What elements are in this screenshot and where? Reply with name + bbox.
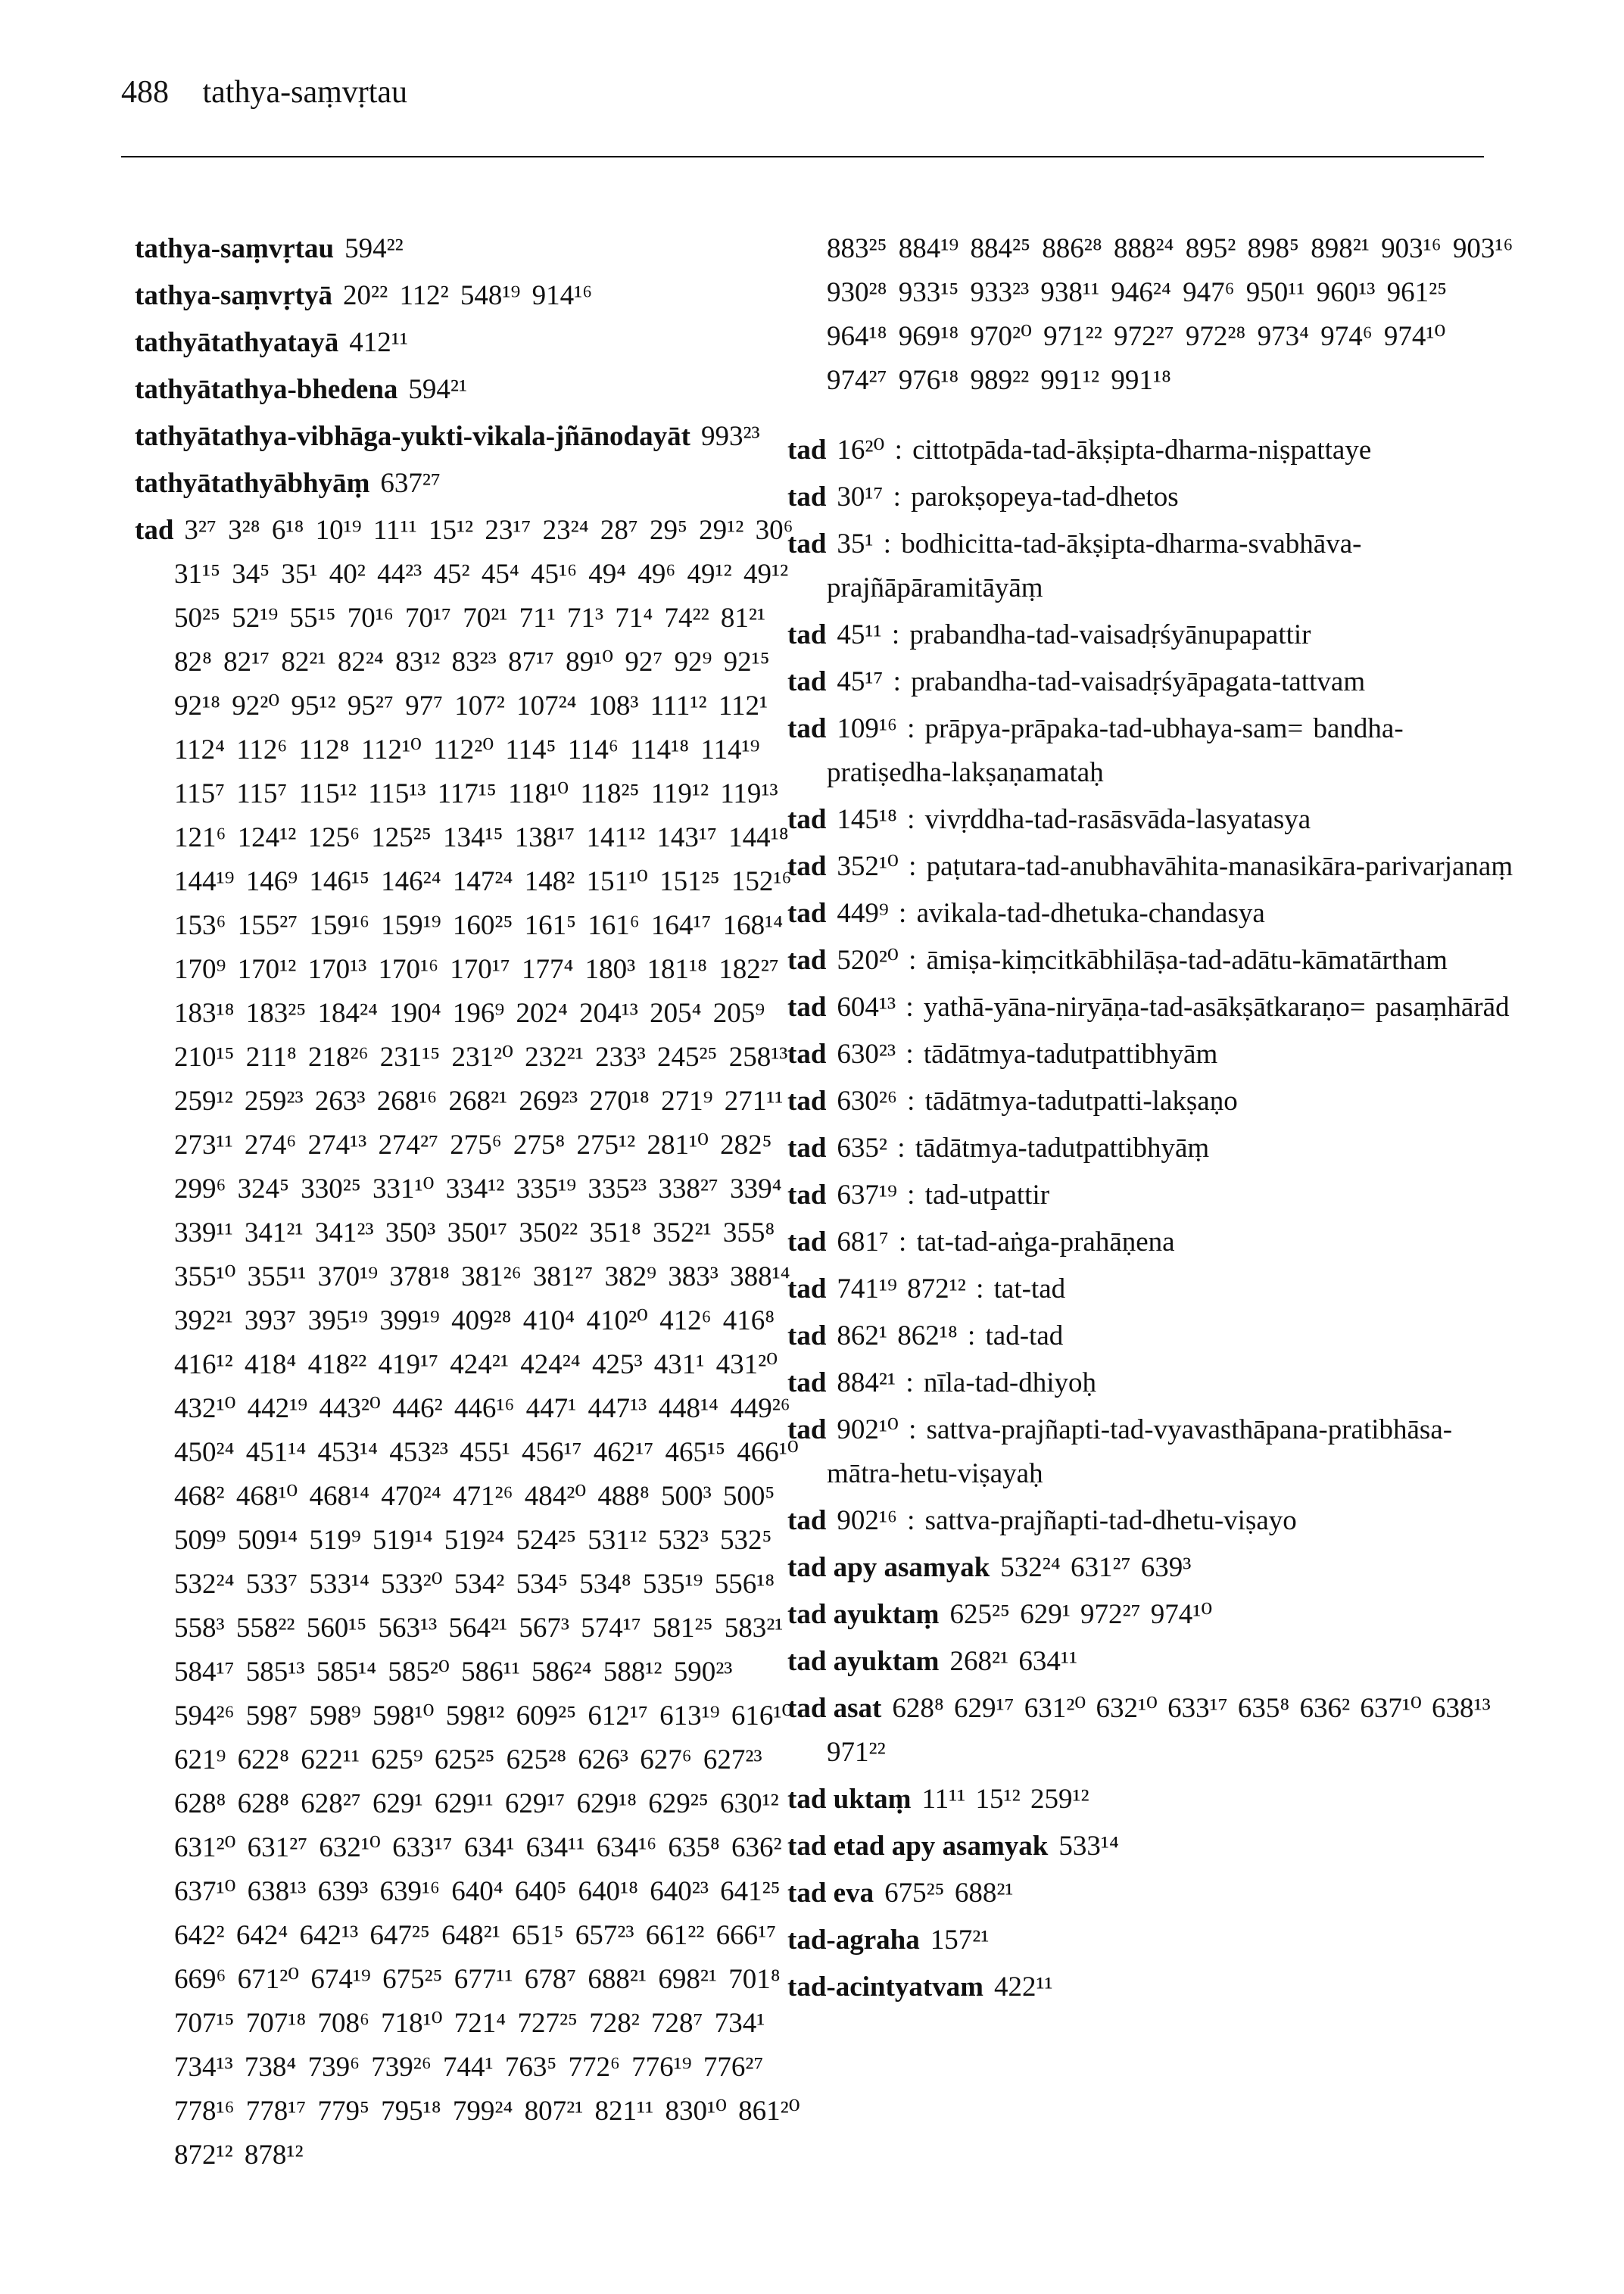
entry-text: 741¹⁹ 872¹² : tat-tad (837, 1273, 1066, 1304)
entry-headword: tad (787, 992, 827, 1023)
index-entry (787, 892, 1514, 936)
index-entry (787, 1872, 1514, 1915)
entry-text: 11¹¹ 15¹² 259¹² (921, 1784, 1089, 1815)
entry-headword: tathya-saṃvṛtyā (135, 280, 333, 311)
index-entry (787, 1361, 1514, 1405)
entry-text: 628⁸ 629¹⁷ 631²⁰ 632¹⁰ 633¹⁷ 635⁸ 636² 637¹⁰ 638¹³ 971²² (827, 1693, 1491, 1768)
index-entry (787, 1080, 1514, 1124)
entry-headword: tad (787, 713, 827, 744)
entry-text: 30¹⁷ : parokṣopeya-tad-dhetos (837, 482, 1179, 513)
entry-text: 157²¹ (930, 1925, 990, 1956)
entry-text: 625²⁵ 629¹ 972²⁷ 974¹⁰ (949, 1599, 1213, 1630)
entry-headword: tad (787, 1180, 827, 1211)
entry-text: 884²¹ : nīla-tad-dhiyoḥ (837, 1367, 1096, 1398)
continued-references: 883²⁵ 884¹⁹ 884²⁵ 886²⁸ 888²⁴ 895² 898⁵ 898²¹ 903¹⁶ 903¹⁶ 930²⁸ 933¹⁵ 933²³ 938¹¹ 946²⁴ 947⁶ 950¹¹ 960¹³ 961²⁵ 964¹⁸ 969¹⁸ 970²⁰ 971²² 972²⁷ 972²⁸ 973⁴ 974⁶ 974¹⁰ 974²⁷ 976¹⁸ 989²² 991¹² 991¹⁸ (827, 233, 1513, 396)
index-entry (787, 613, 1514, 657)
index-entry (787, 1918, 1514, 1962)
entry-text: 675²⁵ 688²¹ (884, 1878, 1014, 1909)
entry-text: 862¹ 862¹⁸ : tad-tad (837, 1320, 1064, 1351)
entry-headword: tad (787, 1505, 827, 1536)
index-entry (787, 1499, 1514, 1543)
entry-headword: tad uktaṃ (787, 1784, 912, 1815)
entry-references: 993²³ (700, 421, 760, 452)
entry-text: 533¹⁴ (1058, 1831, 1119, 1862)
index-entry (787, 707, 1514, 795)
entry-text: 268²¹ 634¹¹ (949, 1646, 1078, 1677)
running-head: tathya-saṃvṛtau (202, 75, 408, 110)
index-entry (787, 939, 1514, 983)
entry-references: 594²² (344, 233, 404, 264)
entry-headword: tad (787, 1133, 827, 1164)
entry-references: 594²¹ (408, 374, 468, 405)
index-entry (135, 274, 801, 318)
index-entry (135, 321, 801, 365)
index-entry (787, 475, 1514, 519)
entry-text: 145¹⁸ : vivṛddha-tad-rasāsvāda-lasyatasya (837, 804, 1311, 835)
entry-text: 422¹¹ (993, 1971, 1053, 2003)
entry-headword: tathyātathya-vibhāga-yukti-vikala-jñānodayāt (135, 421, 690, 452)
entry-text: 45¹¹ : prabandha-tad-vaisadṛśyānupapattir (837, 619, 1311, 650)
index-entry (787, 1220, 1514, 1264)
entry-text: 532²⁴ 631²⁷ 639³ (1000, 1552, 1192, 1583)
entry-text: 630²³ : tādātmya-tadutpattibhyām (837, 1039, 1218, 1070)
index-entry (787, 1640, 1514, 1684)
entry-text: 902¹⁰ : sattva-prajñapti-tad-vyavasthāpana-pratibhāsa-mātra-hetu-viṣayaḥ (827, 1414, 1453, 1489)
entry-text: 635² : tādātmya-tadutpattibhyāṃ (837, 1133, 1210, 1164)
index-entry (787, 660, 1514, 704)
page-header (121, 74, 407, 111)
entry-text: 681⁷ : tat-tad-aṅga-prahāṇena (837, 1226, 1175, 1258)
entry-headword: tad (135, 515, 174, 546)
entry-headword: tad (787, 1273, 827, 1304)
entry-references: 20²² 112² 548¹⁹ 914¹⁶ (343, 280, 593, 311)
entry-text: 449⁹ : avikala-tad-dhetuka-chandasya (837, 898, 1265, 929)
entry-references: 3²⁷ 3²⁸ 6¹⁸ 10¹⁹ 11¹¹ 15¹² 23¹⁷ 23²⁴ 28⁷ 29⁵ 29¹² 30⁶ 31¹⁵ 34⁵ 35¹ 40² 44²³ 45² 45⁴ 45¹⁶ 49⁴ 49⁶ 49¹² 49¹² 50²⁵ 52¹⁹ 55¹⁵ 70¹⁶ 70¹⁷ 70²¹ 71¹ 71³ 71⁴ 74²² 81²¹ 82⁸ 82¹⁷ 82²¹ 82²⁴ 83¹² 83²³ 87¹⁷ 89¹⁰ 92⁷ 92⁹ 92¹⁵ 92¹⁸ 92²⁰ 95¹² 95²⁷ 97⁷ 107² 107²⁴ 108³ 111¹² 112¹ 112⁴ 112⁶ 112⁸ 112¹⁰ 112²⁰ 114⁵ 114⁶ 114¹⁸ 114¹⁹ 115⁷ 115⁷ 115¹² 115¹³ 117¹⁵ 118¹⁰ 118²⁵ 119¹² 119¹³ 121⁶ 124¹² 125⁶ 125²⁵ 134¹⁵ 138¹⁷ 141¹² 143¹⁷ 144¹⁸ 144¹⁹ 146⁹ 146¹⁵ 146²⁴ 147²⁴ 148² 151¹⁰ 151²⁵ 152¹⁶ 153⁶ 155²⁷ 159¹⁶ 159¹⁹ 160²⁵ 161⁵ 161⁶ 164¹⁷ 168¹⁴ 170⁹ 170¹² 170¹³ 170¹⁶ 170¹⁷ 177⁴ 180³ 181¹⁸ 182²⁷ 183¹⁸ 183²⁵ 184²⁴ 190⁴ 196⁹ 202⁴ 204¹³ 205⁴ 205⁹ 210¹⁵ 211⁸ 218²⁶ 231¹⁵ 231²⁰ 232²¹ 233³ 245²⁵ 258¹³ 259¹² 259²³ 263³ 268¹⁶ 268²¹ 269²³ 270¹⁸ 271⁹ 271¹¹ 273¹¹ 274⁶ 274¹³ 274²⁷ 275⁶ 275⁸ 275¹² 281¹⁰ 282⁵ 299⁶ 324⁵ 330²⁵ 331¹⁰ 334¹² 335¹⁹ 335²³ 338²⁷ 339⁴ 339¹¹ 341²¹ 341²³ 350³ 350¹⁷ 350²² 351⁸ 352²¹ 355⁸ 355¹⁰ 355¹¹ 370¹⁹ 378¹⁸ 381²⁶ 381²⁷ 382⁹ 383³ 388¹⁴ 392²¹ 393⁷ 395¹⁹ 399¹⁹ 409²⁸ 410⁴ 410²⁰ 412⁶ 416⁸ 416¹² 418⁴ 418²² 419¹⁷ 424²¹ 424²⁴ 425³ 431¹ 431²⁰ 432¹⁰ 442¹⁹ 443²⁰ 446² 446¹⁶ 447¹ 447¹³ 448¹⁴ 449²⁶ 450²⁴ 451¹⁴ 453¹⁴ 453²³ 455¹ 456¹⁷ 462¹⁷ 465¹⁵ 466¹⁰ 468² 468¹⁰ 468¹⁴ 470²⁴ 471²⁶ 484²⁰ 488⁸ 500³ 500⁵ 509⁹ 509¹⁴ 519⁹ 519¹⁴ 519²⁴ 524²⁵ 531¹² 532³ 532⁵ 532²⁴ 533⁷ 533¹⁴ 533²⁰ 534² 534⁵ 534⁸ 535¹⁹ 556¹⁸ 558³ 558²² 560¹⁵ 563¹³ 564²¹ 567³ 574¹⁷ 581²⁵ 583²¹ 584¹⁷ 585¹³ 585¹⁴ 585²⁰ 586¹¹ 586²⁴ 588¹² 590²³ 594²⁶ 598⁷ 598⁹ 598¹⁰ 598¹² 609²⁵ 612¹⁷ 613¹⁹ 616¹⁰ 621⁹ 622⁸ 622¹¹ 625⁹ 625²⁵ 625²⁸ 626³ 627⁶ 627²³ 628⁸ 628⁸ 628²⁷ 629¹ 629¹¹ 629¹⁷ 629¹⁸ 629²⁵ 630¹² 631²⁰ 631²⁷ 632¹⁰ 633¹⁷ 634¹ 634¹¹ 634¹⁶ 635⁸ 636² 637¹⁰ 638¹³ 639³ 639¹⁶ 640⁴ 640⁵ 640¹⁸ 640²³ 641²⁵ 642² 642⁴ 642¹³ 647²⁵ 648²¹ 651⁵ 657²³ 661²² 666¹⁷ 669⁶ 671²⁰ 674¹⁹ 675²⁵ 677¹¹ 678⁷ 688²¹ 698²¹ 701⁸ 707¹⁵ 707¹⁸ 708⁶ 718¹⁰ 721⁴ 727²⁵ 728² 728⁷ 734¹ 734¹³ 738⁴ 739⁶ 739²⁶ 744¹ 763⁵ 772⁶ 776¹⁹ 776²⁷ 778¹⁶ 778¹⁷ 779⁵ 795¹⁸ 799²⁴ 807²¹ 821¹¹ 830¹⁰ 861²⁰ 872¹² 878¹² (174, 515, 800, 2171)
entry-headword: tad (787, 482, 827, 513)
index-entry (787, 429, 1514, 472)
index-entry (787, 986, 1514, 1030)
index-entry (135, 509, 801, 2177)
entry-text: 16²⁰ : cittotpāda-tad-ākṣipta-dharma-niṣpattaye (837, 435, 1372, 466)
index-entry (787, 1687, 1514, 1775)
entry-headword: tad (787, 1367, 827, 1398)
index-entry (787, 1778, 1514, 1822)
index-entry (787, 1267, 1514, 1311)
entry-references: 412¹¹ (349, 327, 408, 358)
entry-headword: tathyātathyābhyāṃ (135, 468, 370, 499)
entry-headword: tad (787, 528, 827, 559)
index-entry (135, 368, 801, 412)
entry-headword: tad (787, 435, 827, 466)
entry-headword: tad (787, 1226, 827, 1258)
entry-text: 630²⁶ : tādātmya-tadutpatti-lakṣaṇo (837, 1086, 1238, 1117)
index-entry (787, 1127, 1514, 1170)
index-entry (787, 1546, 1514, 1590)
index-entry (787, 1593, 1514, 1637)
index-entry (787, 1033, 1514, 1077)
entry-headword: tathyātathya-bhedena (135, 374, 398, 405)
entry-headword: tad ayuktam (787, 1646, 940, 1677)
index-entry (135, 415, 801, 459)
entry-headword: tad-agraha (787, 1925, 920, 1956)
left-column (135, 227, 801, 2180)
entry-headword: tad (787, 945, 827, 976)
entry-text: 604¹³ : yathā-yāna-niryāṇa-tad-asākṣātkaraṇo= pasaṃhārād (837, 992, 1510, 1023)
entry-headword: tathya-saṃvṛtau (135, 233, 335, 264)
entry-text: 352¹⁰ : paṭutara-tad-anubhavāhita-manasikāra-parivarjanaṃ (837, 851, 1513, 882)
header-rule (121, 156, 1484, 157)
entry-text: 637¹⁹ : tad-utpattir (837, 1180, 1050, 1211)
entry-headword: tad (787, 1086, 827, 1117)
index-entry (787, 1314, 1514, 1358)
entry-headword: tad (787, 898, 827, 929)
index-entry (787, 1173, 1514, 1217)
index-entry (787, 798, 1514, 842)
entry-headword: tad asat (787, 1693, 882, 1724)
entry-text: 35¹ : bodhicitta-tad-ākṣipta-dharma-svabhāva-prajñāpāramitāyāṃ (827, 528, 1362, 603)
index-entry (135, 462, 801, 506)
index-entry (787, 1408, 1514, 1496)
entry-headword: tad apy asamyak (787, 1552, 990, 1583)
entry-headword: tad (787, 804, 827, 835)
index-entry (787, 1965, 1514, 2009)
entry-headword: tad (787, 1039, 827, 1070)
entry-headword: tad etad apy asamyak (787, 1831, 1049, 1862)
entry-headword: tad eva (787, 1878, 874, 1909)
index-entry (787, 522, 1514, 610)
entry-headword: tad (787, 666, 827, 697)
right-column (787, 227, 1514, 2012)
page-number: 488 (121, 75, 169, 110)
entry-text: 520²⁰ : āmiṣa-kiṃcitkābhilāṣa-tad-adātu-kāmatārtham (837, 945, 1448, 976)
entry-references: 637²⁷ (380, 468, 441, 499)
entry-headword: tathyātathyatayā (135, 327, 339, 358)
entry-headword: tad (787, 1320, 827, 1351)
index-entry (135, 227, 801, 271)
entry-headword: tad (787, 1414, 827, 1445)
index-entry (787, 1825, 1514, 1869)
index-entry (787, 845, 1514, 889)
entry-headword: tad (787, 619, 827, 650)
entry-text: 45¹⁷ : prabandha-tad-vaisadṛśyāpagata-tattvam (837, 666, 1366, 697)
entry-headword: tad-acintyatvam (787, 1971, 983, 2003)
entry-text: 902¹⁶ : sattva-prajñapti-tad-dhetu-viṣayo (837, 1505, 1297, 1536)
entry-headword: tad (787, 851, 827, 882)
entry-text: 109¹⁶ : prāpya-prāpaka-tad-ubhaya-sam= bandha-pratiṣedha-lakṣaṇamataḥ (827, 713, 1404, 788)
entry-headword: tad ayuktaṃ (787, 1599, 940, 1630)
